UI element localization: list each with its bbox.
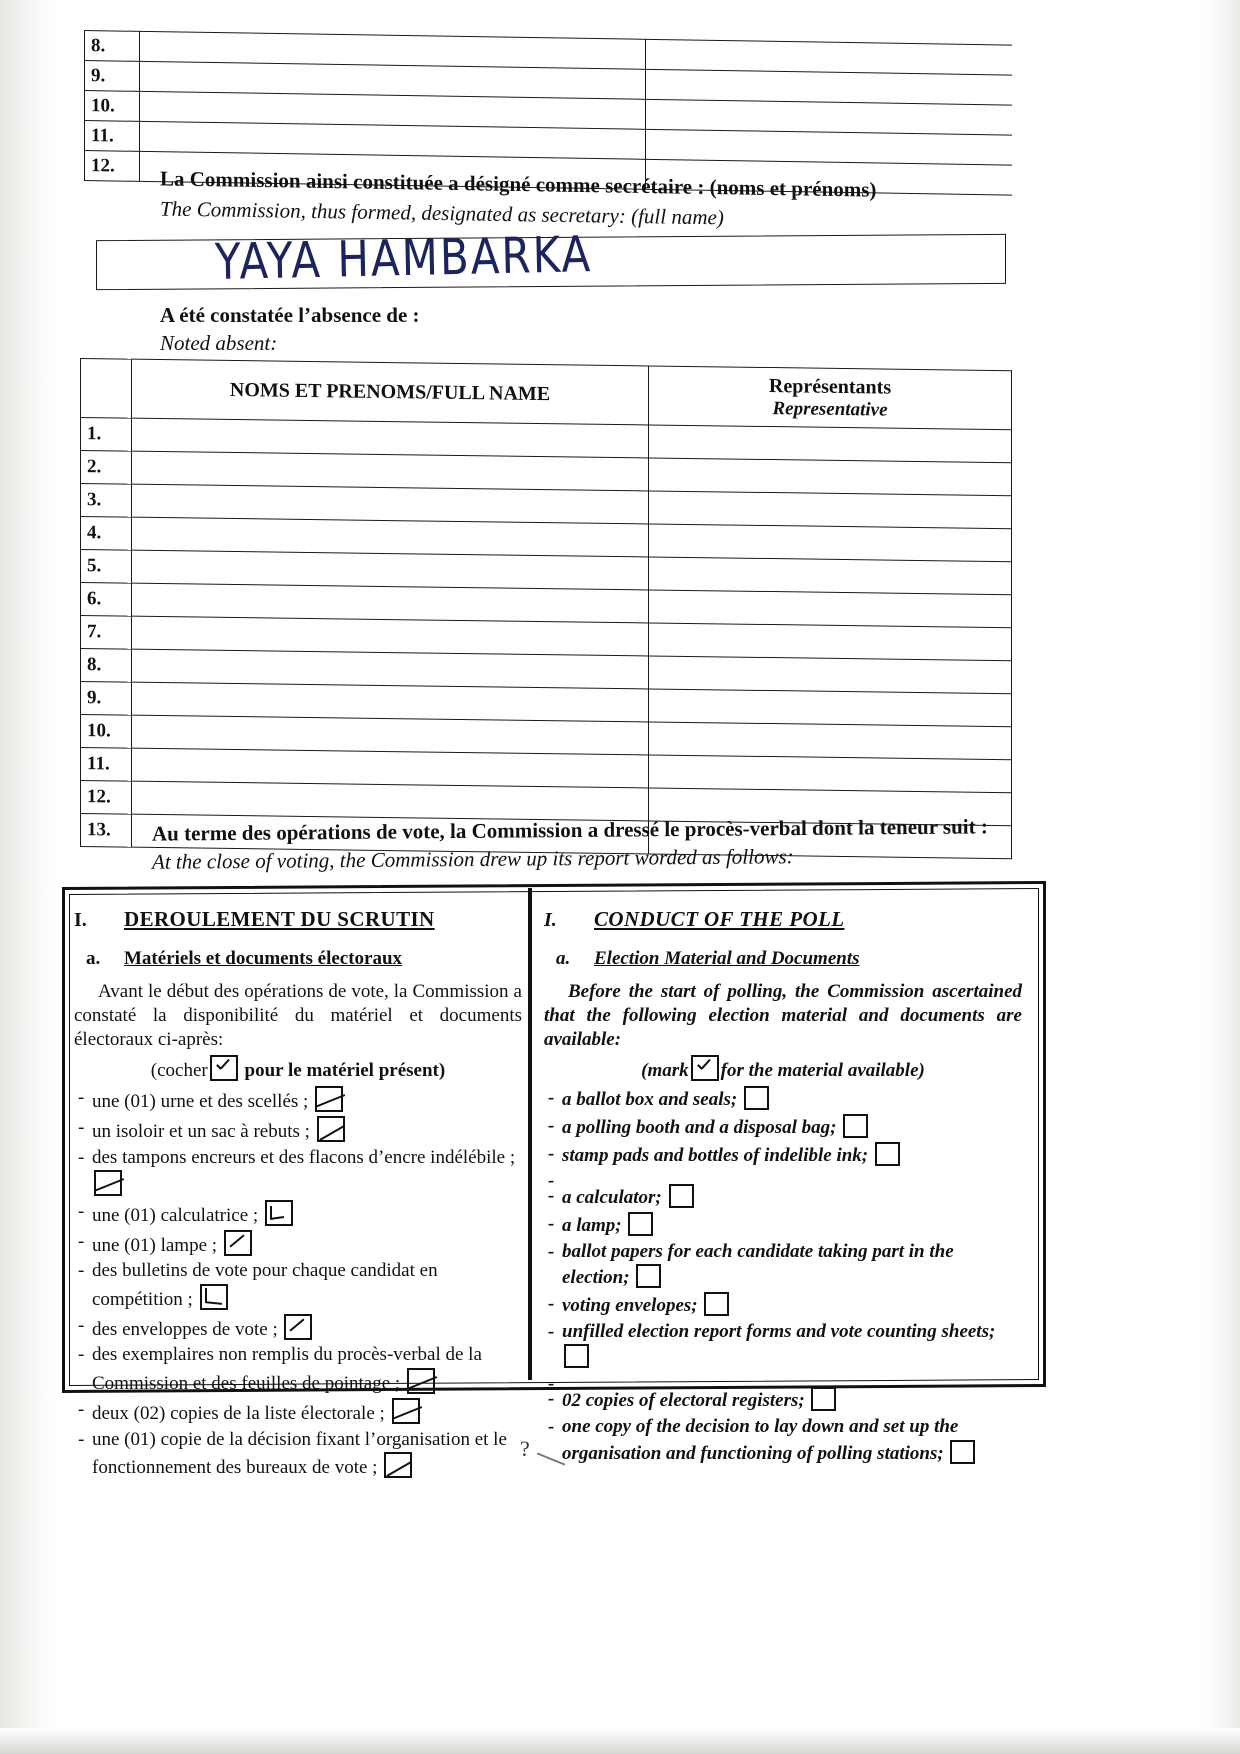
row-number: 12. bbox=[85, 151, 140, 182]
row-number: 9. bbox=[85, 61, 140, 92]
list-item bbox=[544, 1142, 1022, 1169]
item-label: stamp pads and bottles of indelible ink; bbox=[562, 1144, 869, 1166]
item-label: des exemplaires non remplis du procès-verbal de la Commission et des feuilles de pointage ; bbox=[92, 1344, 482, 1395]
row-number: 8. bbox=[81, 649, 132, 683]
french-material-checklist bbox=[74, 1086, 522, 1481]
list-spacer bbox=[544, 1372, 1022, 1386]
row-representative-cell[interactable] bbox=[649, 689, 1012, 727]
checkbox-decision-copie[interactable] bbox=[384, 1452, 412, 1478]
english-section-title: CONDUCT OF THE POLL bbox=[594, 907, 845, 931]
row-number: 10. bbox=[81, 715, 132, 749]
noted-absent-label-en: Noted absent: bbox=[160, 331, 278, 355]
row-number: 12. bbox=[81, 781, 132, 815]
checkbox-stamp-pads[interactable] bbox=[875, 1142, 900, 1166]
secretary-label-fr: La Commission ainsi constituée a désigné comme secrétaire : (noms et prénoms) bbox=[160, 166, 877, 202]
list-spacer bbox=[544, 1169, 1022, 1183]
item-label: a ballot box and seals; bbox=[562, 1089, 738, 1111]
french-subsection-number: a. bbox=[86, 948, 101, 969]
noted-absent-label-fr: A été constatée l’absence de : bbox=[160, 303, 420, 327]
row-representative-cell[interactable] bbox=[649, 491, 1012, 529]
checkbox-example-icon bbox=[691, 1055, 719, 1081]
row-representative-cell[interactable] bbox=[649, 458, 1012, 496]
row-representative-cell[interactable] bbox=[649, 656, 1012, 694]
checkbox-example-icon bbox=[210, 1055, 238, 1081]
item-label: une (01) calculatrice ; bbox=[92, 1205, 259, 1226]
english-section-number: I. bbox=[544, 909, 557, 931]
row-number: 11. bbox=[81, 748, 132, 782]
header-representative-fr: Représentants bbox=[768, 374, 892, 399]
item-label: des enveloppes de vote ; bbox=[92, 1318, 278, 1340]
list-item bbox=[544, 1292, 1022, 1319]
row-number: 8. bbox=[85, 31, 140, 62]
checkbox-calculator[interactable] bbox=[669, 1184, 694, 1208]
french-column bbox=[74, 893, 522, 1482]
list-item bbox=[74, 1146, 522, 1199]
french-mark-instruction bbox=[74, 1055, 522, 1082]
list-item bbox=[74, 1116, 522, 1145]
checkbox-ballot-box[interactable] bbox=[744, 1086, 769, 1110]
row-representative-cell[interactable] bbox=[649, 623, 1012, 661]
checkbox-decision-copy[interactable] bbox=[950, 1440, 975, 1464]
item-label: une (01) lampe ; bbox=[92, 1234, 218, 1256]
secretary-name-handwriting: YAYA HAMBARKA bbox=[214, 225, 593, 291]
french-mark-suffix: pour le matériel présent) bbox=[244, 1060, 446, 1082]
row-number: 3. bbox=[81, 484, 132, 518]
list-item bbox=[74, 1398, 522, 1427]
item-label: a lamp; bbox=[562, 1215, 622, 1236]
row-number: 1. bbox=[81, 418, 132, 452]
list-item bbox=[74, 1230, 522, 1259]
list-item bbox=[74, 1314, 522, 1343]
row-number: 13. bbox=[81, 814, 132, 848]
checkbox-lamp[interactable] bbox=[628, 1212, 653, 1236]
checkbox-lampe[interactable] bbox=[224, 1230, 252, 1256]
row-representative-cell[interactable] bbox=[649, 722, 1012, 760]
list-item bbox=[544, 1086, 1022, 1113]
checkbox-unfilled-forms[interactable] bbox=[564, 1344, 589, 1368]
checkbox-isoloir[interactable] bbox=[317, 1116, 345, 1142]
row-number: 10. bbox=[85, 91, 140, 122]
row-representative-cell[interactable] bbox=[649, 590, 1012, 628]
item-label: ballot papers for each candidate taking part in the election; bbox=[562, 1240, 954, 1289]
item-label: une (01) copie de la décision fixant l’organisation et le fonctionnement des bureaux de vote ; bbox=[92, 1428, 507, 1479]
header-index bbox=[81, 359, 132, 419]
row-representative-cell[interactable] bbox=[649, 425, 1012, 463]
item-label: des tampons encreurs et des flacons d’encre indélébile ; bbox=[92, 1146, 516, 1168]
row-number: 2. bbox=[81, 451, 132, 485]
header-representative-en: Representative bbox=[772, 397, 888, 421]
french-intro-paragraph: Avant le début des opérations de vote, la Commission a constaté la disponibilité du matériel et documents électoraux ci-après: bbox=[74, 981, 522, 1050]
english-material-checklist bbox=[544, 1086, 1022, 1466]
checkbox-calculatrice[interactable] bbox=[265, 1200, 293, 1226]
row-representative-cell[interactable] bbox=[649, 557, 1012, 595]
french-subsection-title: Matériels et documents électoraux bbox=[124, 948, 403, 969]
checkbox-enveloppes[interactable] bbox=[284, 1314, 312, 1340]
header-full-name: NOMS ET PRENOMS/FULL NAME bbox=[132, 359, 649, 425]
list-item bbox=[74, 1259, 522, 1312]
row-number: 7. bbox=[81, 616, 132, 650]
list-item bbox=[544, 1387, 1022, 1414]
row-representative-cell[interactable] bbox=[649, 524, 1012, 562]
item-label: 02 copies of electoral registers; bbox=[562, 1390, 805, 1412]
item-label: a calculator; bbox=[562, 1187, 662, 1209]
list-item bbox=[544, 1212, 1022, 1239]
closing-statement-fr: Au terme des opérations de vote, la Commission a dressé le procès-verbal dont la teneur suit : bbox=[152, 814, 988, 846]
row-representative-cell[interactable] bbox=[649, 755, 1012, 793]
frame-column-divider bbox=[528, 888, 532, 1380]
checkbox-liste-electorale[interactable] bbox=[392, 1398, 420, 1424]
english-mark-prefix: (mark bbox=[641, 1060, 689, 1082]
list-item bbox=[544, 1114, 1022, 1141]
item-label: one copy of the decision to lay down and set up the organisation and functioning of polling stations; bbox=[562, 1415, 959, 1464]
closing-statement-en: At the close of voting, the Commission drew up its report worded as follows: bbox=[152, 844, 794, 874]
english-mark-suffix: for the material available) bbox=[720, 1060, 925, 1082]
checkbox-exemplaires[interactable] bbox=[407, 1368, 435, 1394]
english-mark-instruction bbox=[544, 1055, 1022, 1082]
list-item bbox=[74, 1200, 522, 1229]
list-item bbox=[544, 1184, 1022, 1211]
page-number-glyph: ? bbox=[520, 1436, 530, 1461]
checkbox-voting-envelopes[interactable] bbox=[704, 1292, 729, 1316]
row-number: 9. bbox=[81, 682, 132, 716]
absent-table bbox=[80, 358, 1012, 859]
checkbox-ballot-papers[interactable] bbox=[636, 1264, 661, 1288]
item-label: un isoloir et un sac à rebuts ; bbox=[92, 1120, 310, 1142]
french-section-title: DEROULEMENT DU SCRUTIN bbox=[124, 907, 435, 931]
english-column bbox=[544, 893, 1022, 1467]
list-item bbox=[544, 1240, 1022, 1291]
item-label: voting envelopes; bbox=[562, 1295, 698, 1317]
checkbox-electoral-registers[interactable] bbox=[811, 1387, 836, 1411]
english-section-heading bbox=[544, 907, 1022, 932]
french-mark-prefix: (cocher bbox=[150, 1060, 208, 1082]
row-number: 6. bbox=[81, 583, 132, 617]
item-label: a polling booth and a disposal bag; bbox=[562, 1116, 837, 1138]
checkbox-tampons[interactable] bbox=[94, 1170, 122, 1196]
item-label: deux (02) copies de la liste électorale ; bbox=[92, 1402, 385, 1424]
header-representative bbox=[649, 366, 1012, 430]
list-item bbox=[74, 1086, 522, 1115]
list-item bbox=[544, 1320, 1022, 1371]
checkbox-polling-booth[interactable] bbox=[843, 1114, 868, 1138]
list-item bbox=[74, 1428, 522, 1481]
row-number: 11. bbox=[85, 121, 140, 152]
french-subsection-heading bbox=[74, 948, 522, 970]
english-subsection-heading bbox=[544, 948, 1022, 970]
french-section-number: I. bbox=[74, 909, 87, 931]
list-item bbox=[74, 1343, 522, 1396]
english-intro-paragraph: Before the start of polling, the Commission ascertained that the following election material and documents are available: bbox=[544, 981, 1022, 1050]
french-section-heading bbox=[74, 907, 522, 932]
item-label: des bulletins de vote pour chaque candidat en compétition ; bbox=[92, 1260, 438, 1311]
page-number-mark bbox=[520, 1436, 560, 1470]
item-label: unfilled election report forms and vote counting sheets; bbox=[562, 1320, 996, 1342]
row-number: 4. bbox=[81, 517, 132, 551]
row-number: 5. bbox=[81, 550, 132, 584]
secretary-label-en: The Commission, thus formed, designated as secretary: (full name) bbox=[160, 196, 724, 230]
checkbox-urne[interactable] bbox=[315, 1086, 343, 1112]
checkbox-bulletins[interactable] bbox=[200, 1284, 228, 1310]
item-label: une (01) urne et des scellés ; bbox=[92, 1091, 309, 1113]
english-subsection-number: a. bbox=[556, 948, 571, 969]
english-subsection-title: Election Material and Documents bbox=[594, 948, 860, 969]
list-item bbox=[544, 1415, 1022, 1466]
